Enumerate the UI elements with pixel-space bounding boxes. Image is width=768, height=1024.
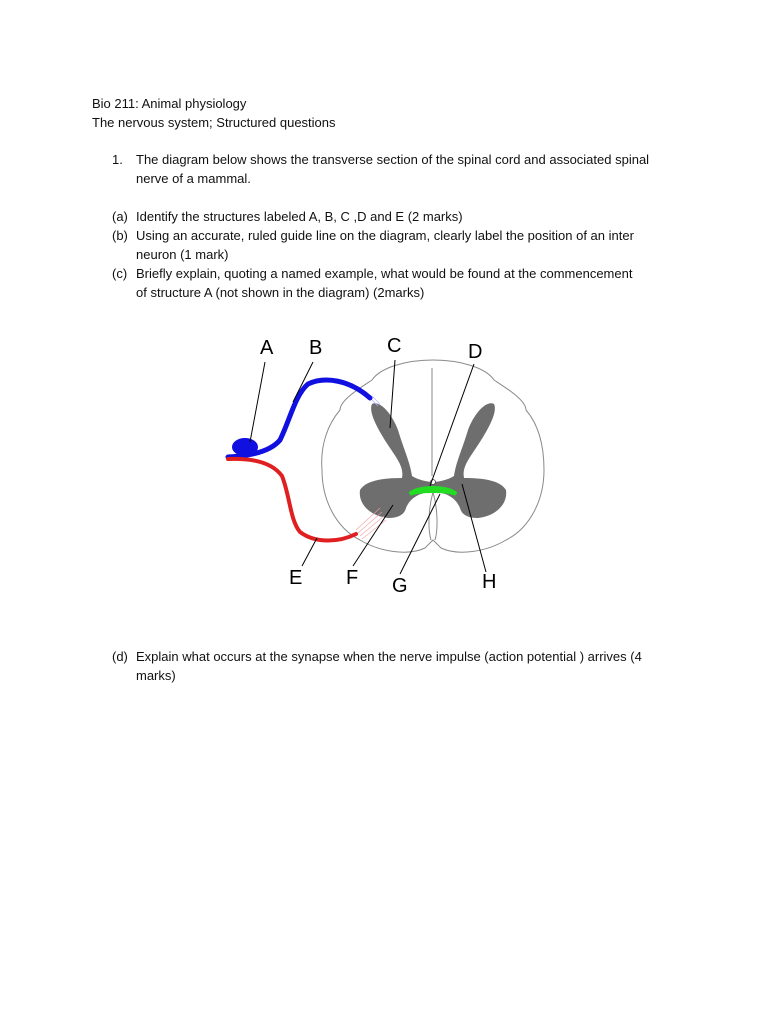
topic-title: The nervous system; Structured questions — [92, 115, 336, 130]
question-number: 1. — [112, 152, 123, 167]
part-text: Explain what occurs at the synapse when the nerve impulse (action potential ) arrives (4 — [136, 649, 642, 664]
label-d: D — [468, 341, 483, 363]
part-text-cont: neuron (1 mark) — [136, 247, 229, 262]
part-label: (c) — [112, 266, 128, 281]
part-text: Using an accurate, ruled guide line on the diagram, clearly label the position of an inter — [136, 228, 634, 243]
dorsal-root-ganglion — [232, 438, 258, 456]
part-text-cont: of structure A (not shown in the diagram) (2marks) — [136, 285, 425, 300]
label-c: C — [387, 335, 402, 357]
label-f: F — [346, 567, 359, 589]
question-text-line1: The diagram below shows the transverse section of the spinal cord and associated spinal — [136, 152, 650, 167]
part-label: (b) — [112, 228, 128, 243]
label-b: B — [309, 337, 323, 359]
part-text-cont: marks) — [136, 668, 176, 683]
part-label: (a) — [112, 209, 128, 224]
course-title: Bio 211: Animal physiology — [92, 96, 247, 111]
label-a: A — [260, 337, 274, 359]
part-text: Identify the structures labeled A, B, C ,D and E (2 marks) — [136, 209, 463, 224]
part-label: (d) — [112, 649, 128, 664]
label-g: G — [392, 575, 408, 597]
question-text-line2: nerve of a mammal. — [136, 171, 251, 186]
label-h: H — [482, 571, 497, 593]
label-e: E — [289, 567, 303, 589]
part-text: Briefly explain, quoting a named example, what would be found at the commencement — [136, 266, 633, 281]
